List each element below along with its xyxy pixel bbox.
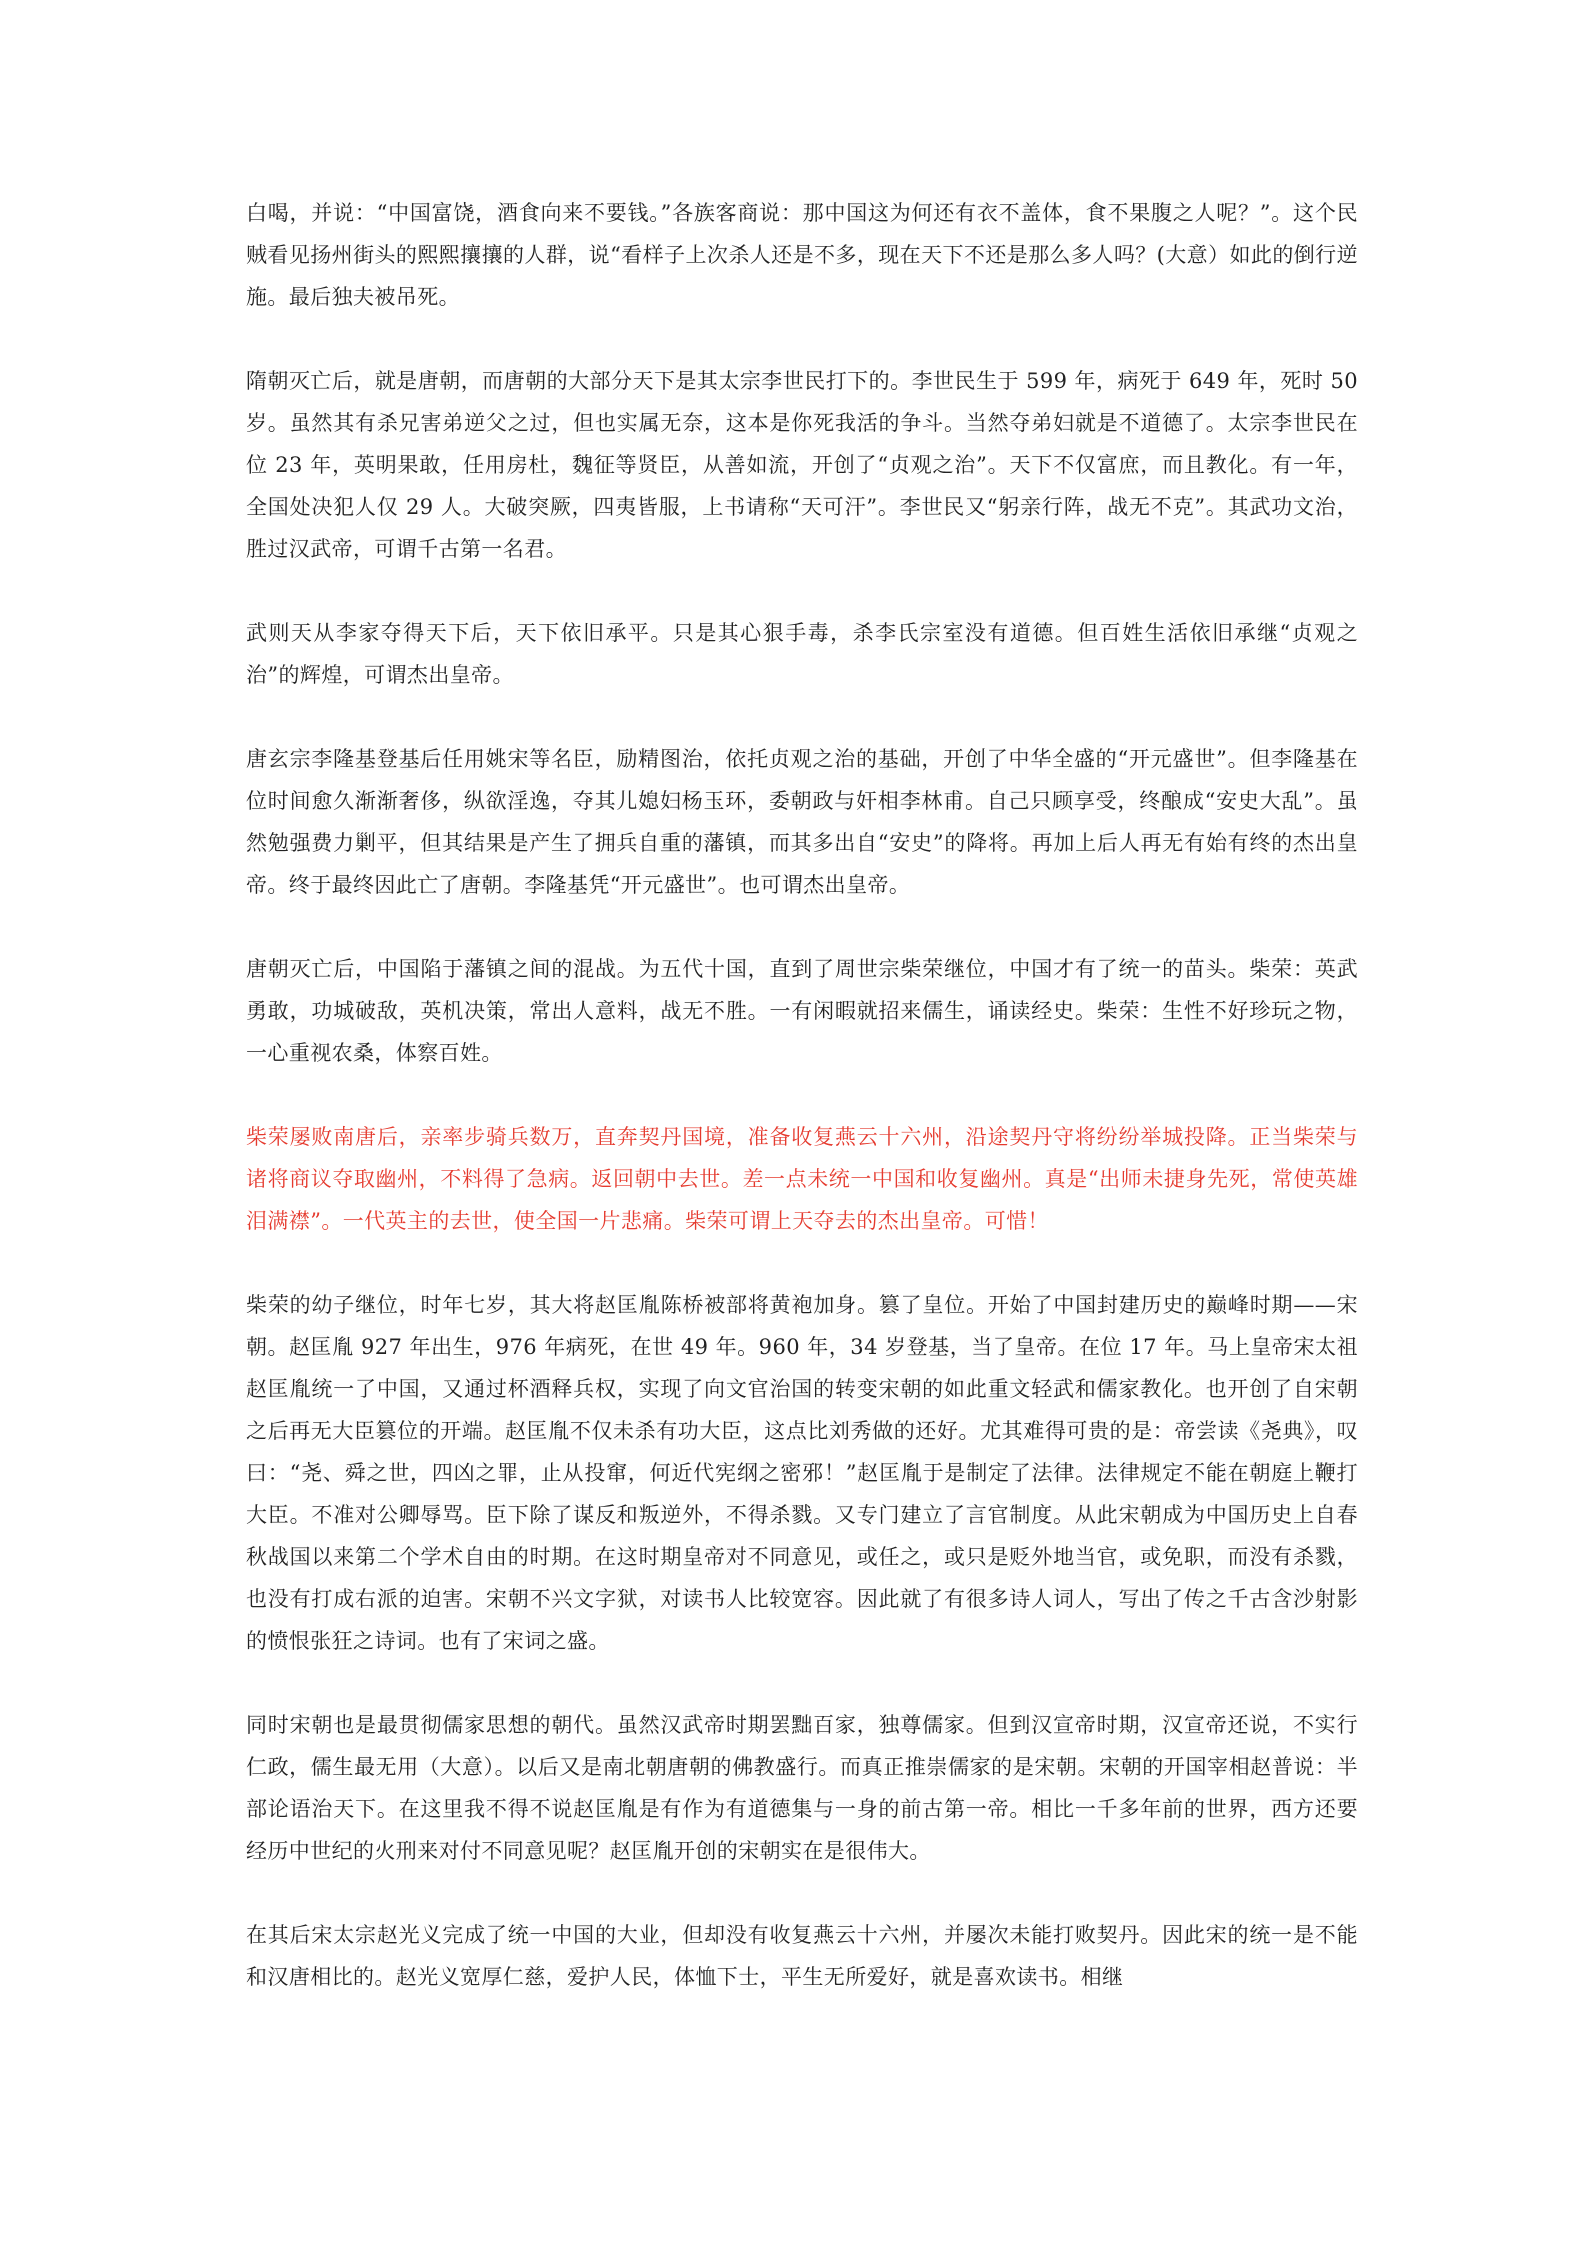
paragraph-xuanzong: 唐玄宗李隆基登基后任用姚宋等名臣，励精图治，依托贞观之治的基础，开创了中华全盛的“开元盛世”。但李隆基在位时间愈久渐渐奢侈，纵欲淫逸，夺其儿媳妇杨玉环，委朝政与奸相李林甫。自己只顾享受，终酿成“安史大乱”。虽然勉强费力剿平，但其结果是产生了拥兵自重的藩镇，而其多出自“安史”的降将。再加上后人再无有始有终的杰出皇帝。终于最终因此亡了唐朝。李隆基凭“开元盛世”。也可谓杰出皇帝。 (246, 747, 1358, 897)
paragraph-song-taizong: 在其后宋太宗赵光义完成了统一中国的大业，但却没有收复燕云十六州，并屡次未能打败契丹。因此宋的统一是不能和汉唐相比的。赵光义宽厚仁慈，爱护人民，体恤下士，平生无所爱好，就是喜欢读书。相继 (246, 1923, 1358, 1989)
paragraph-wu-zetian: 武则天从李家夺得天下后，天下依旧承平。只是其心狠手毒，杀李氏宗室没有道德。但百姓生活依旧承继“贞观之治”的辉煌，可谓杰出皇帝。 (246, 621, 1358, 687)
document-body (246, 192, 1358, 2040)
paragraph-song-founding: 柴荣的幼子继位，时年七岁，其大将赵匡胤陈桥被部将黄袍加身。篡了皇位。开始了中国封建历史的巅峰时期——宋朝。赵匡胤 927 年出生，976 年病死，在世 49 年。960 年，34 岁登基，当了皇帝。在位 17 年。马上皇帝宋太祖赵匡胤统一了中国，又通过杯酒释兵权，实现了向文官治国的转变宋朝的如此重文轻武和儒家教化。也开创了自宋朝之后再无大臣篡位的开端。赵匡胤不仅未杀有功大臣，这点比刘秀做的还好。尤其难得可贵的是：帝尝读《尧典》，叹曰：“尧、舜之世，四凶之罪，止从投窜，何近代宪纲之密邪！”赵匡胤于是制定了法律。法律规定不能在朝庭上鞭打大臣。不准对公卿辱骂。臣下除了谋反和叛逆外，不得杀戮。又专门建立了言官制度。从此宋朝成为中国历史上自春秋战国以来第二个学术自由的时期。在这时期皇帝对不同意见，或任之，或只是贬外地当官，或免职，而没有杀戮，也没有打成右派的迫害。宋朝不兴文字狱，对读书人比较宽容。因此就了有很多诗人词人，写出了传之千古含沙射影的愤恨张狂之诗词。也有了宋词之盛。 (246, 1293, 1358, 1653)
paragraph-tang-taizong: 隋朝灭亡后，就是唐朝，而唐朝的大部分天下是其太宗李世民打下的。李世民生于 599 年，病死于 649 年，死时 50 岁。虽然其有杀兄害弟逆父之过，但也实属无奈，这本是你死我活的争斗。当然夺弟妇就是不道德了。太宗李世民在位 23 年，英明果敢，任用房杜，魏征等贤臣，从善如流，开创了“贞观之治”。天下不仅富庶，而且教化。有一年，全国处决犯人仅 29 人。大破突厥，四夷皆服，上书请称“天可汗”。李世民又“躬亲行阵，战无不克”。其武功文治，胜过汉武帝，可谓千古第一名君。 (246, 369, 1358, 561)
paragraph-chai-rong-highlight: 柴荣屡败南唐后，亲率步骑兵数万，直奔契丹国境，准备收复燕云十六州，沿途契丹守将纷纷举城投降。正当柴荣与诸将商议夺取幽州，不料得了急病。返回朝中去世。差一点未统一中国和收复幽州。真是“出师未捷身先死，常使英雄泪满襟”。一代英主的去世，使全国一片悲痛。柴荣可谓上天夺去的杰出皇帝。可惜！ (246, 1125, 1358, 1233)
paragraph-confucianism: 同时宋朝也是最贯彻儒家思想的朝代。虽然汉武帝时期罢黜百家，独尊儒家。但到汉宣帝时期，汉宣帝还说，不实行仁政，儒生最无用（大意）。以后又是南北朝唐朝的佛教盛行。而真正推崇儒家的是宋朝。宋朝的开国宰相赵普说：半部论语治天下。在这里我不得不说赵匡胤是有作为有道德集与一身的前古第一帝。相比一千多年前的世界，西方还要经历中世纪的火刑来对付不同意见呢？赵匡胤开创的宋朝实在是很伟大。 (246, 1713, 1358, 1863)
paragraph-yangzhou: 白喝，并说：“中国富饶，酒食向来不要钱。”各族客商说：那中国这为何还有衣不盖体，食不果腹之人呢？”。这个民贼看见扬州街头的熙熙攘攘的人群，说“看样子上次杀人还是不多，现在天下不还是那么多人吗？(大意）如此的倒行逆施。最后独夫被吊死。 (246, 201, 1358, 309)
paragraph-five-dynasties: 唐朝灭亡后，中国陷于藩镇之间的混战。为五代十国，直到了周世宗柴荣继位，中国才有了统一的苗头。柴荣：英武勇敢，功城破敌，英机决策，常出人意料，战无不胜。一有闲暇就招来儒生，诵读经史。柴荣：生性不好珍玩之物，一心重视农桑，体察百姓。 (246, 957, 1358, 1065)
